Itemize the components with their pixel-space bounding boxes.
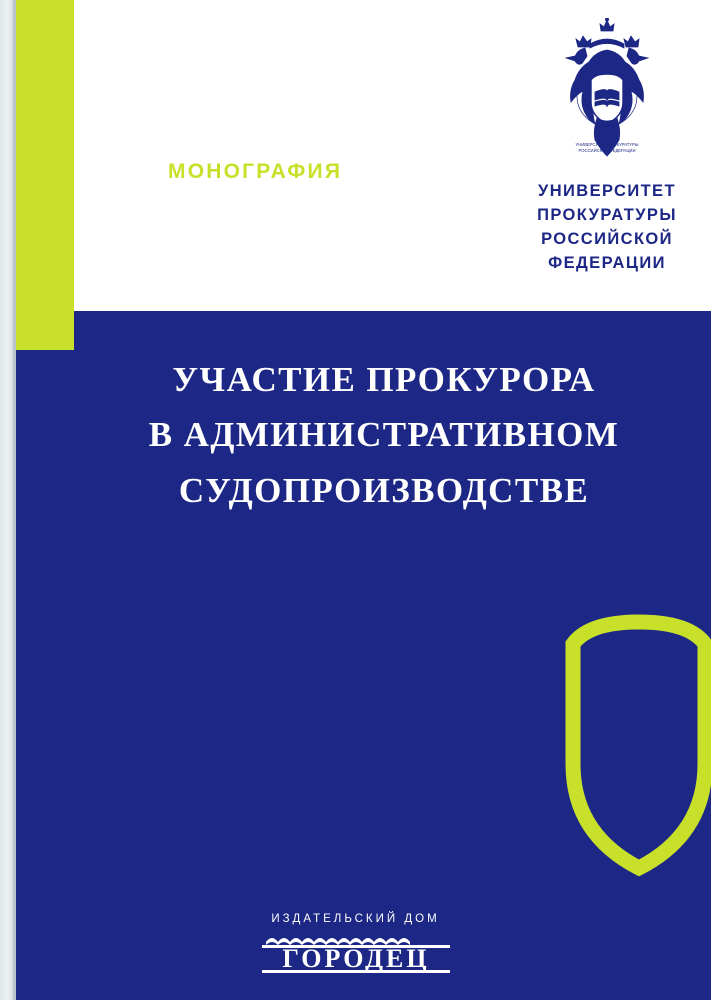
svg-text:РОССИЙСКОЙ ФЕДЕРАЦИИ: РОССИЙСКОЙ ФЕДЕРАЦИИ [578,148,636,153]
title-line-3: СУДОПРОИЗВОДСТВЕ [178,470,590,510]
title-line-2: В АДМИНИСТРАТИВНОМ [148,415,620,455]
publisher-emblem-block [519,18,695,298]
svg-text:УНИВЕРСИТЕТ ПРОКУРАТУРЫ: УНИВЕРСИТЕТ ПРОКУРАТУРЫ [575,142,639,147]
lime-accent-block [16,0,74,350]
organization-line-1: УНИВЕРСИТЕТ [538,182,676,200]
double-headed-eagle-emblem-icon [545,18,669,168]
publisher-logo-gorodets [258,930,454,974]
publisher-block [0,913,711,974]
organization-name [519,180,695,276]
organization-line-4: ФЕДЕРАЦИИ [548,253,666,272]
shield-decoration-icon [517,614,711,914]
publisher-label: ИЗДАТЕЛЬСКИЙ ДОМ [271,913,440,925]
title-line-1: УЧАСТИЕ ПРОКУРОРА [172,360,596,399]
series-label: МОНОГРАФИЯ [168,160,343,183]
organization-line-3: РОССИЙСКОЙ [541,229,673,248]
book-title [74,352,694,518]
organization-line-2: ПРОКУРАТУРЫ [537,205,677,224]
publisher-name: ГОРОДЕЦ [281,944,430,973]
